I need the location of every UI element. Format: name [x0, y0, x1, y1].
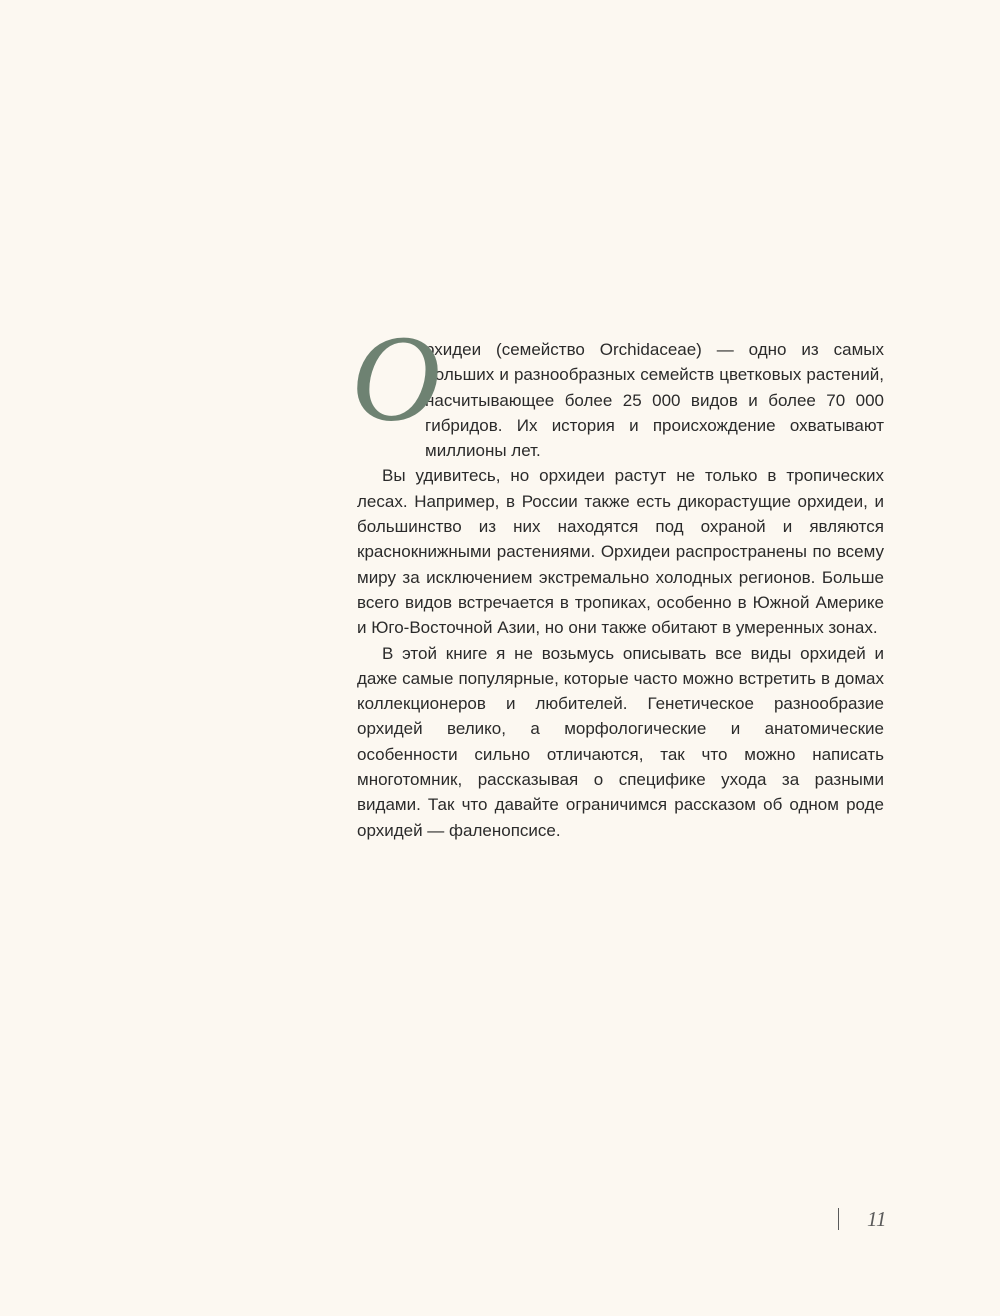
- page-number: 11: [867, 1206, 887, 1231]
- drop-cap: [351, 310, 441, 447]
- drop-cap-letter: О: [351, 310, 441, 447]
- paragraph-book-scope: В этой книге я не возьмусь описывать все виды орхидей и даже самые популярные, которые часто можно встретить в домах коллекционеров и любителей. Генетическое разнообразие орхидей велико, а морфологические и анатомические особенности сильно отличаются, так что можно написать многотомник, рассказывая о специфике ухода за разными видами. Так что давайте ограничимся рассказом об одном роде орхидей — фаленопсисе.: [357, 643, 884, 840]
- paragraph-intro-text: рхидеи (семейство Orchidaceae) — одно из самых больших и разнообразных семейств цветковых растений, насчитывающее более 25 000 видов и более 70 000 гибридов. Их история и происхождение охватывают миллионы лет.: [425, 340, 884, 461]
- paragraph-distribution: Вы удивитесь, но орхидеи растут не только в тропических лесах. Например, в России также есть дикорастущие орхидеи, и большинство из них находятся под охраной и являются краснокнижными растениями. Орхидеи распространены по всему миру за исключением экстремально холодных регионов. Больше всего видов встречается в тропиках, особенно в Южной Америке и Юго-Восточной Азии, но они также обитают в умеренных зонах.: [357, 466, 884, 638]
- paragraph-intro: [351, 310, 884, 463]
- footer-divider: [838, 1208, 839, 1230]
- page-footer: [838, 1205, 886, 1233]
- article-body: [351, 310, 884, 843]
